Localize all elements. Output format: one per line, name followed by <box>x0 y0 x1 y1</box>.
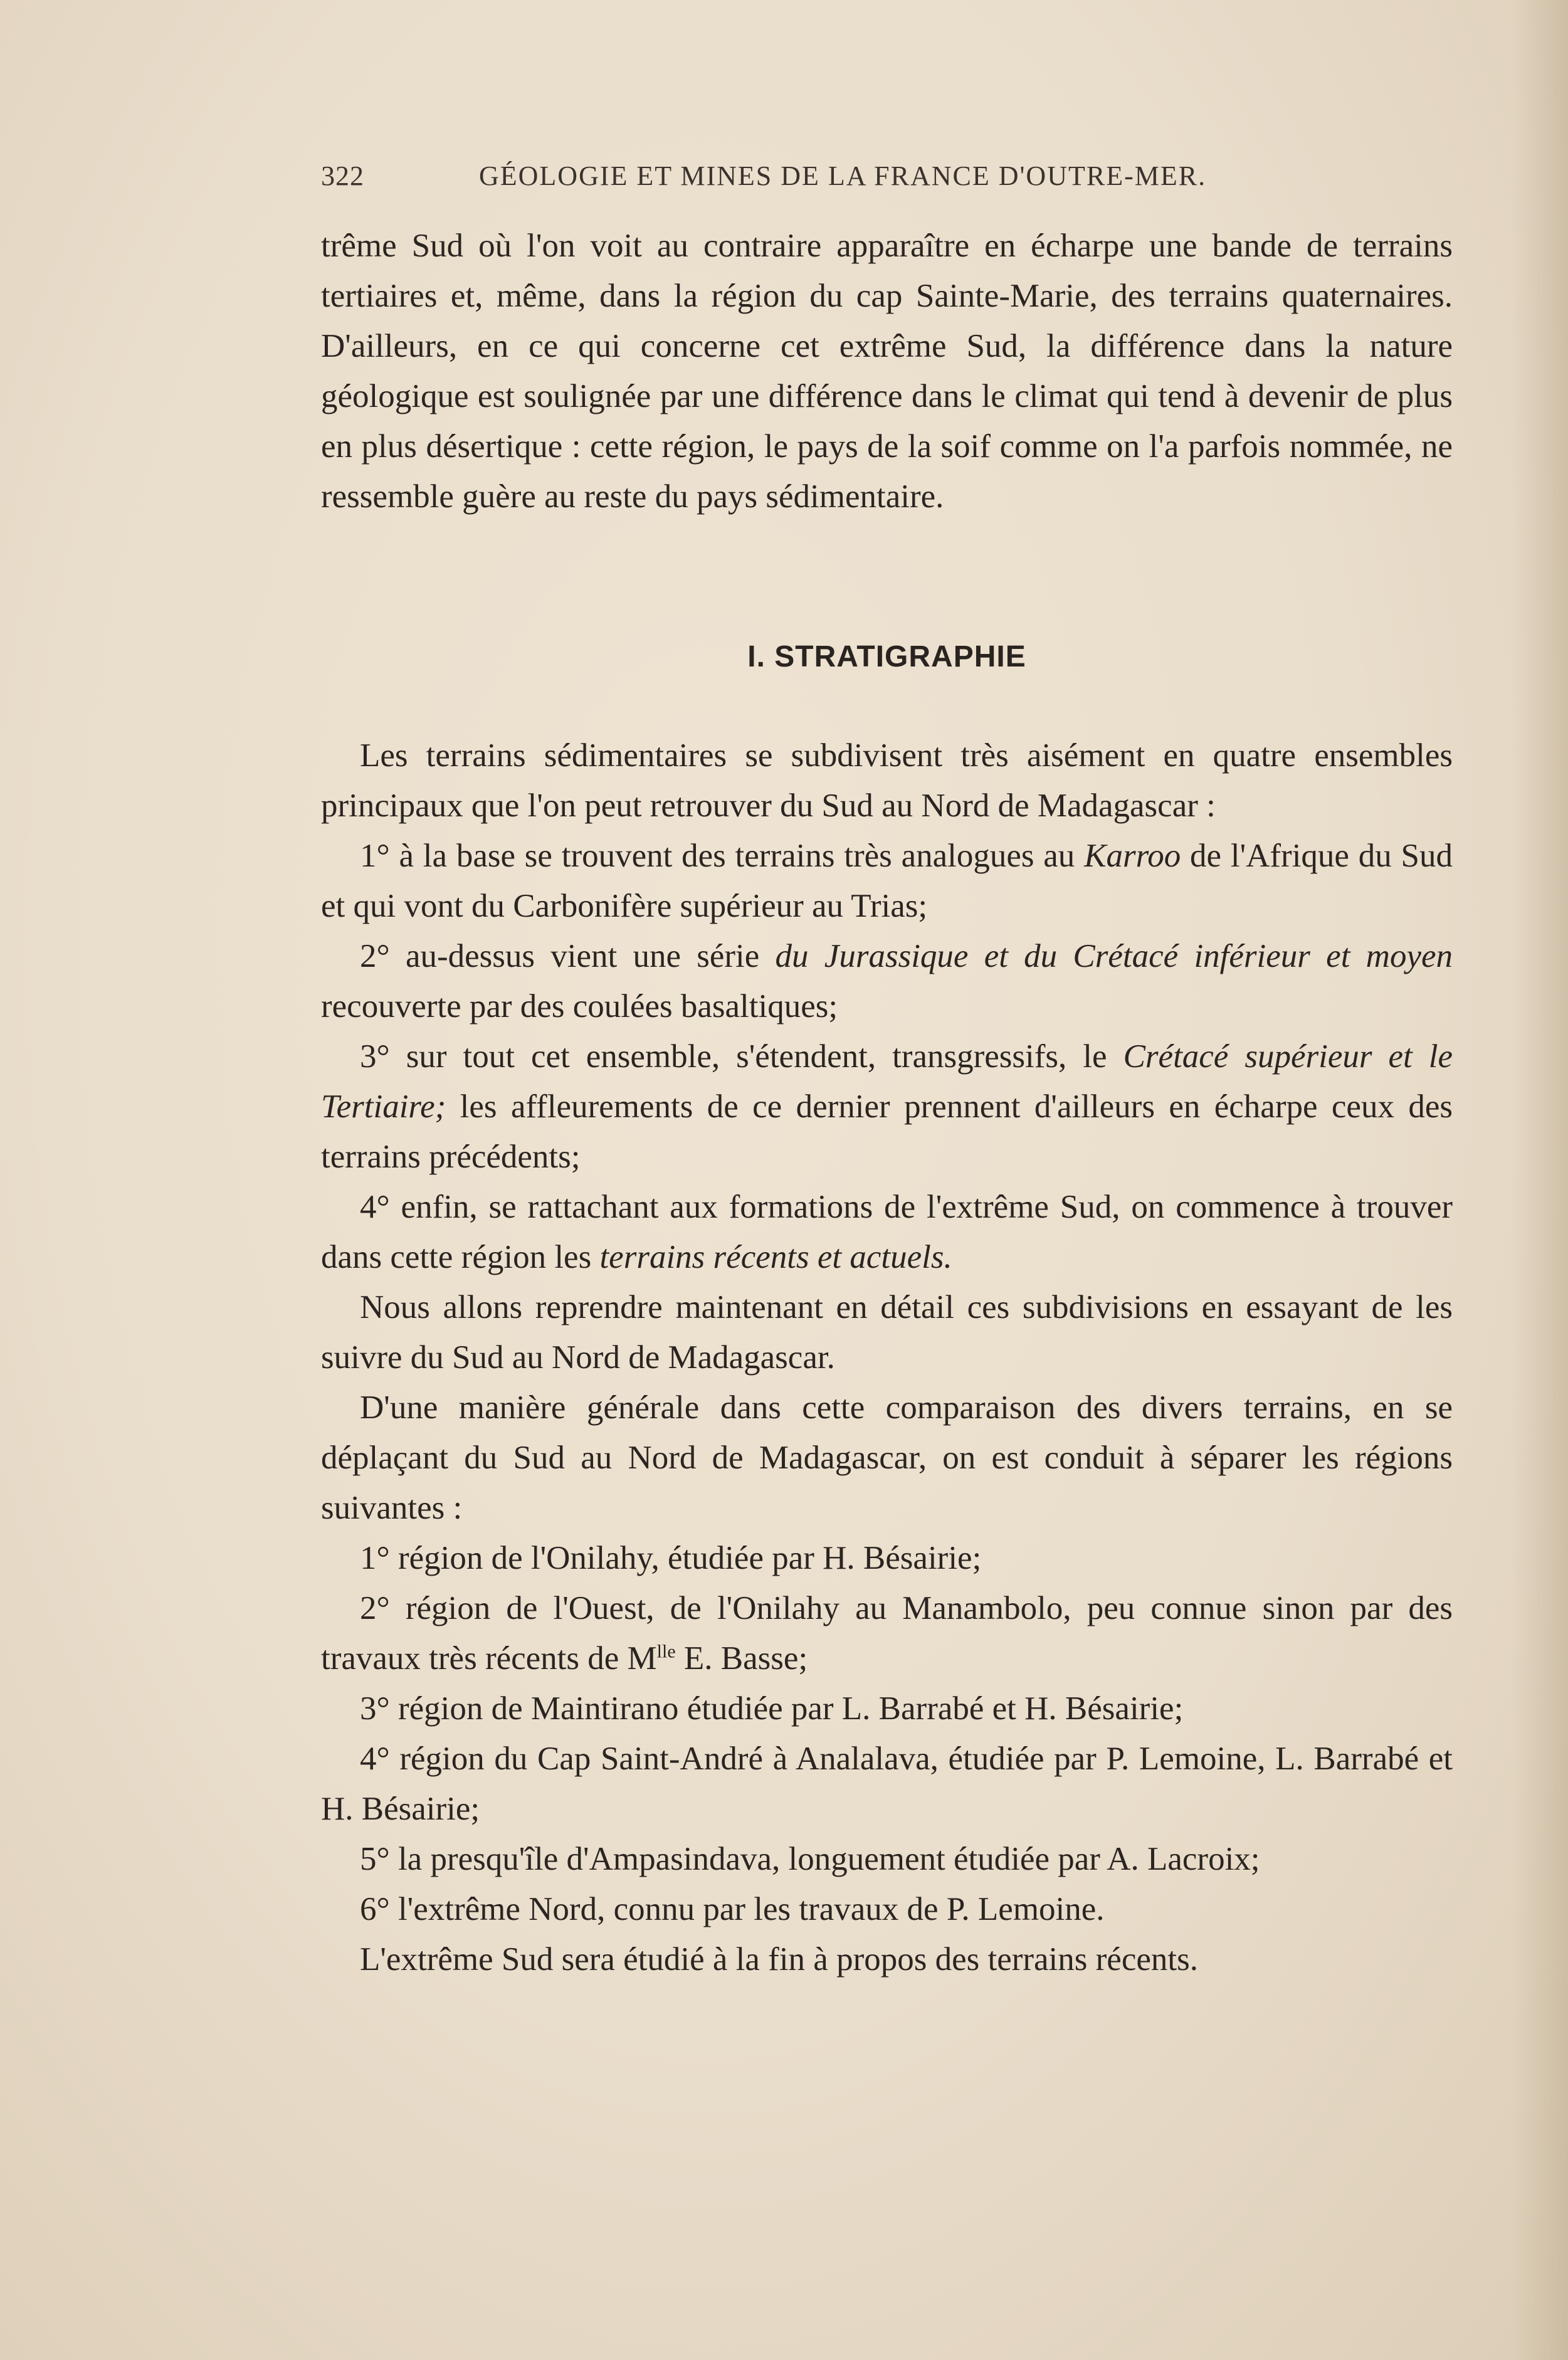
list-item-1: 1° à la base se trouvent des terrains très analogues au Karroo de l'Afrique du Sud et qui vont du Carbonifère supérieur au Trias; <box>321 838 1453 924</box>
paragraph-extreme-south: L'extrême Sud sera étudié à la fin à propos des terrains récents. <box>360 1941 1198 1978</box>
region-item-5: 5° la presqu'île d'Ampasindava, longuement étudiée par A. Lacroix; <box>360 1841 1260 1877</box>
paragraph-comparison: D'une manière générale dans cette comparaison des divers terrains, en se déplaçant du Sud au Nord de Madagascar, on est conduit à séparer les régions suivantes : <box>321 1389 1453 1526</box>
region-item-4: 4° région du Cap Saint-André à Analalava, étudiée par P. Lemoine, L. Barrabé et H. Bésairie; <box>321 1741 1453 1827</box>
running-title: GÉOLOGIE ET MINES DE LA FRANCE D'OUTRE-MER. <box>479 161 1207 191</box>
running-header <box>321 160 1299 198</box>
list-item-4: 4° enfin, se rattachant aux formations de l'extrême Sud, on commence à trouver dans cette région les terrains récents et actuels. <box>321 1189 1453 1275</box>
body-text-block <box>321 730 1453 1984</box>
intro-text-block <box>321 221 1453 522</box>
region-item-3: 3° région de Maintirano étudiée par L. Barrabé et H. Bésairie; <box>360 1690 1184 1727</box>
paragraph-intro-ensembles: Les terrains sédimentaires se subdivisent très aisément en quatre ensembles principaux que l'on peut retrouver du Sud au Nord de Madagascar : <box>321 737 1453 824</box>
region-item-6: 6° l'extrême Nord, connu par les travaux de P. Lemoine. <box>360 1891 1105 1927</box>
section-heading: I. STRATIGRAPHIE <box>747 640 1026 673</box>
region-item-2: 2° région de l'Ouest, de l'Onilahy au Manambolo, peu connue sinon par des travaux très récents de $M^{lle}$ E. Basse; <box>321 1590 1453 1677</box>
list-item-3: 3° sur tout cet ensemble, s'étendent, transgressifs, le Crétacé supérieur et le Tertiaire; les affleurements de ce dernier prennent d'ailleurs en écharpe ceux des terrains précédents; <box>321 1038 1453 1175</box>
page-edge-shadow <box>1512 0 1568 2360</box>
page-number: 322 <box>321 161 364 191</box>
paragraph-subdivisions: Nous allons reprendre maintenant en détail ces subdivisions en essayant de les suivre du Sud au Nord de Madagascar. <box>321 1289 1453 1376</box>
list-item-2: 2° au-dessus vient une série du Jurassique et du Crétacé inférieur et moyen recouverte par des coulées basaltiques; <box>321 938 1453 1025</box>
region-item-1: 1° région de l'Onilahy, étudiée par H. Bésairie; <box>360 1540 982 1576</box>
intro-paragraph: trême Sud où l'on voit au contraire apparaître en écharpe une bande de terrains tertiaires et, même, dans la région du cap Sainte-Marie, des terrains quaternaires. D'ailleurs, en ce qui concerne cet extrême Sud, la différence dans la nature géologique est soulignée par une différence dans le climat qui tend à devenir de plus en plus désertique : cette région, le pays de la soif comme on l'a parfois nommée, ne ressemble guère au reste du pays sédimentaire. <box>321 228 1453 515</box>
